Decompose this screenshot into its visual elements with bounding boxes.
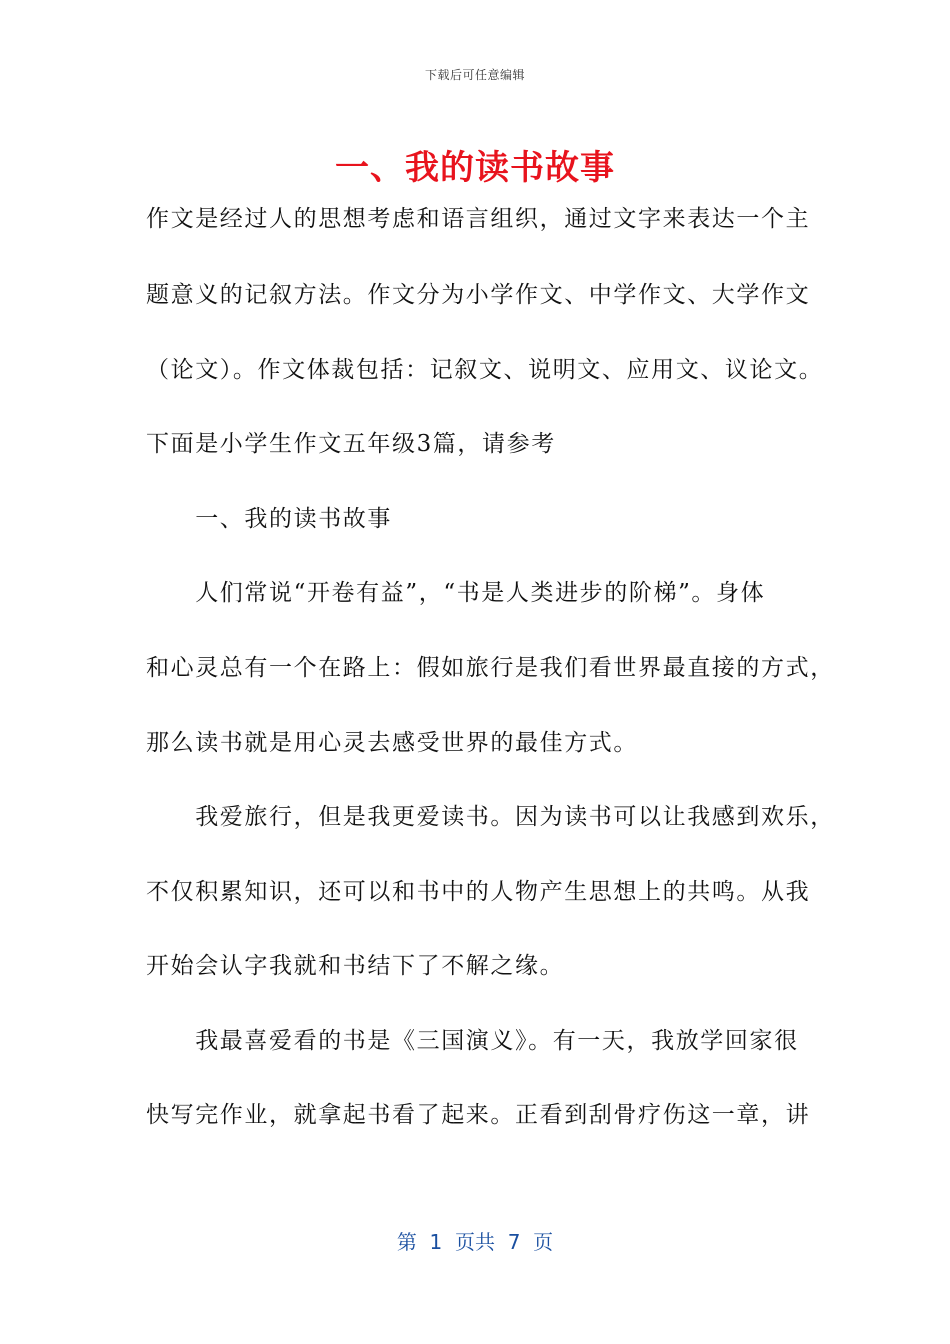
paragraph-line: 我爱旅行，但是我更爱读书。因为读书可以让我感到欢乐， [146,804,835,830]
page-footer: 第 1 页共 7 页 [396,1230,554,1254]
paragraph-line: 我最喜爱看的书是《三国演义》。有一天，我放学回家很 [146,1028,799,1054]
paragraph-line: 作文是经过人的思想考虑和语言组织，通过文字来表达一个主 [146,206,811,232]
paragraph-line: 人们常说“开卷有益”，“书是人类进步的阶梯”。身体 [146,580,766,606]
paragraph-line: 那么读书就是用心灵去感受世界的最佳方式。 [146,730,638,756]
paragraph-line: （论文）。作文体裁包括：记叙文、说明文、应用文、议论文。 [146,357,824,383]
document-title: 一、我的读书故事 [335,148,615,188]
header-note: 下载后可任意编辑 [424,68,525,82]
paragraph-line: 快写完作业，就拿起书看了起来。正看到刮骨疗伤这一章，讲 [146,1102,811,1128]
paragraph-line: 和心灵总有一个在路上：假如旅行是我们看世界最直接的方式， [146,655,835,681]
section-heading-line: 一、我的读书故事 [146,506,392,532]
paragraph-line: 题意义的记叙方法。作文分为小学作文、中学作文、大学作文 [146,282,811,308]
paragraph-line: 不仅积累知识，还可以和书中的人物产生思想上的共鸣。从我 [146,879,811,905]
paragraph-line: 下面是小学生作文五年级3篇，请参考 [146,431,556,457]
paragraph-line: 开始会认字我就和书结下了不解之缘。 [146,953,565,979]
